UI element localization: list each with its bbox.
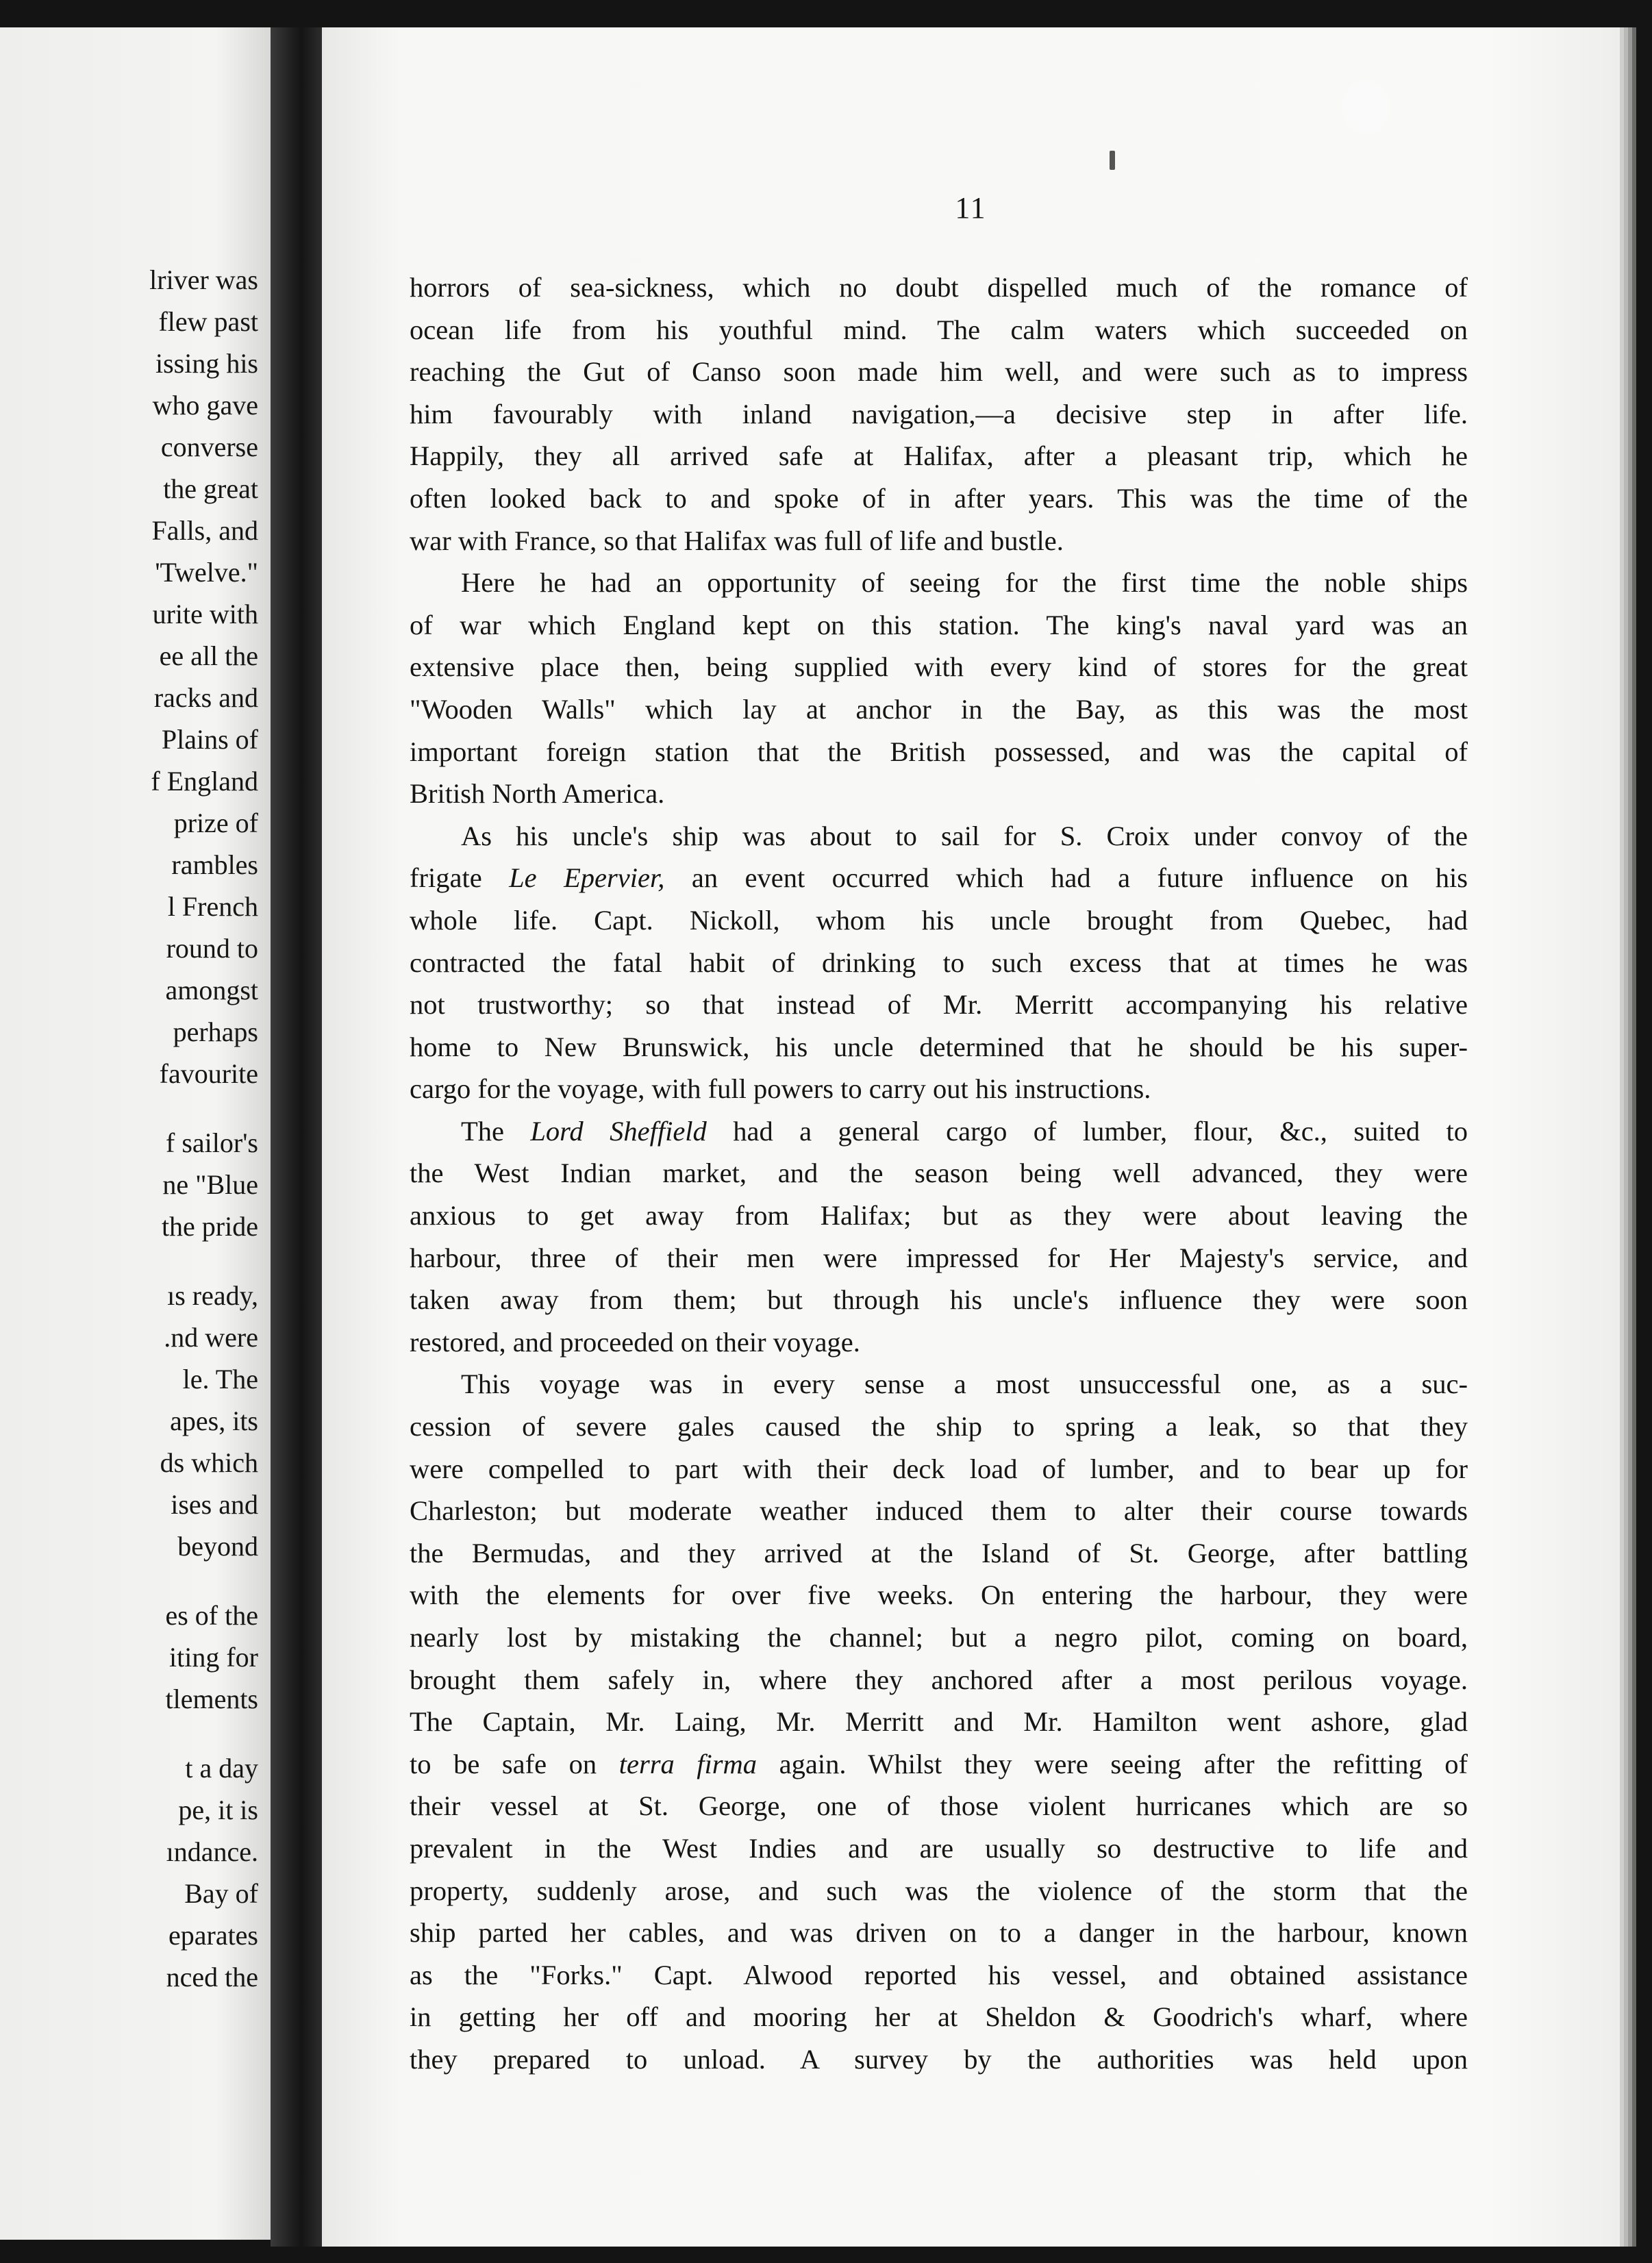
text-line: contracted the fatal habit of drinking to such excess that at times he was	[410, 947, 1468, 978]
left-line: ındance.	[166, 1836, 258, 1867]
left-line: urite with	[152, 599, 258, 629]
text-line: ship parted her cables, and was driven on to a danger in the harbour, known	[410, 1917, 1468, 1949]
left-gap	[0, 1247, 258, 1275]
text-run: to be safe on	[410, 1748, 619, 1779]
text-line: prevalent in the West Indies and are usually so destructive to life and	[410, 1832, 1468, 1864]
paper-blemish	[1339, 77, 1392, 137]
left-line: iting for	[169, 1642, 258, 1673]
text-line: horrors of sea-sickness, which no doubt dispelled much of the romance of	[410, 272, 1468, 303]
text-line: him favourably with inland navigation,—a decisive step in after life.	[410, 398, 1468, 429]
left-line: .nd were	[164, 1322, 258, 1353]
text-line: taken away from them; but through his uncle's influence they were soon	[410, 1284, 1468, 1316]
text-line: the Bermudas, and they arrived at the Island of St. George, after battling	[410, 1537, 1468, 1568]
text-line: war with France, so that Halifax was full of life and bustle.	[410, 525, 1064, 556]
text-line	[410, 857, 1468, 899]
left-line: round to	[166, 933, 258, 964]
left-line: issing his	[155, 348, 258, 379]
text-line: they prepared to unload. A survey by the authorities was held upon	[410, 2043, 1468, 2075]
text-line: "Wooden Walls" which lay at anchor in the Bay, as this was the most	[410, 693, 1468, 725]
page-body	[410, 266, 1468, 2081]
left-line: ds which	[160, 1447, 258, 1478]
text-line: were compelled to part with their deck load of lumber, and to bear up for	[410, 1453, 1468, 1484]
text-line: nearly lost by mistaking the channel; but a negro pilot, coming on board,	[410, 1622, 1468, 1653]
left-line: flew past	[158, 306, 258, 337]
text-run: again. Whilst they were seeing after the refitting of	[757, 1748, 1468, 1779]
text-line: Happily, they all arrived safe at Halifax, after a pleasant trip, which he	[410, 440, 1468, 472]
text-line: anxious to get away from Halifax; but as they were about leaving the	[410, 1200, 1468, 1231]
text-line: As his uncle's ship was about to sail for S. Croix under convoy of the	[461, 820, 1468, 851]
text-line: in getting her off and mooring her at Sheldon & Goodrich's wharf, where	[410, 2001, 1468, 2033]
text-line: extensive place then, being supplied with every kind of stores for the great	[410, 651, 1468, 683]
left-page-text	[0, 259, 258, 1998]
left-line: 'Twelve."	[155, 557, 258, 588]
text-line: harbour, three of their men were impressed for Her Majesty's service, and	[410, 1242, 1468, 1273]
left-line: apes, its	[170, 1405, 258, 1436]
text-line: with the elements for over five weeks. On entering the harbour, they were	[410, 1579, 1468, 1611]
text-line: the West Indian market, and the season being well advanced, they were	[410, 1158, 1468, 1189]
left-page	[0, 27, 271, 2240]
left-line: converse	[160, 432, 258, 462]
text-line: The Captain, Mr. Laing, Mr. Merritt and Mr. Hamilton went ashore, glad	[410, 1706, 1468, 1738]
left-line: amongst	[165, 975, 258, 1005]
left-line: ıs ready,	[167, 1280, 258, 1311]
left-line: Plains of	[161, 724, 258, 755]
left-line: pe, it is	[178, 1795, 258, 1825]
left-line: l French	[167, 891, 258, 922]
right-page	[322, 27, 1620, 2247]
left-line: le. The	[182, 1364, 258, 1395]
left-line: favourite	[159, 1058, 258, 1089]
left-line: nced the	[166, 1962, 258, 1992]
text-line: British North America.	[410, 778, 665, 810]
left-line: the pride	[161, 1211, 258, 1242]
text-run: The	[461, 1115, 531, 1147]
text-line: Here he had an opportunity of seeing for the first time the noble ships	[461, 567, 1468, 599]
text-line: of war which England kept on this station. The king's naval yard was an	[410, 609, 1468, 640]
text-line: cargo for the voyage, with full powers to carry out his instructions.	[410, 1073, 1151, 1105]
left-line: the great	[163, 473, 258, 504]
left-line: ne "Blue	[162, 1169, 258, 1200]
text-line: home to New Brunswick, his uncle determined that he should be his super-	[410, 1031, 1468, 1062]
text-line: Charleston; but moderate weather induced them to alter their course towards	[410, 1495, 1468, 1527]
text-line: not trustworthy; so that instead of Mr. Merritt accompanying his relative	[410, 989, 1468, 1021]
text-line: whole life. Capt. Nickoll, whom his uncle brought from Quebec, had	[410, 904, 1468, 936]
left-line: Bay of	[184, 1878, 258, 1909]
text-line: brought them safely in, where they anchored after a most perilous voyage.	[410, 1664, 1468, 1695]
left-gap	[0, 1095, 258, 1122]
left-line: f England	[151, 766, 258, 797]
text-line: often looked back to and spoke of in after years. This was the time of the	[410, 482, 1468, 514]
left-gap	[0, 1567, 258, 1595]
text-line	[410, 1110, 1468, 1153]
left-line: prize of	[173, 808, 258, 838]
left-line: t a day	[185, 1753, 258, 1784]
left-line: tlements	[165, 1684, 258, 1714]
text-run: had a general cargo of lumber, flour, &c., suited to	[706, 1115, 1468, 1147]
left-line: ee all the	[159, 640, 258, 671]
text-line: property, suddenly arose, and such was the violence of the storm that the	[410, 1875, 1468, 1906]
text-run: frigate	[410, 862, 510, 894]
left-line: eparates	[168, 1920, 258, 1951]
left-line: ises and	[171, 1489, 258, 1520]
latin-phrase-italic: terra firma	[618, 1748, 758, 1779]
ship-name-italic: Lord Sheffield	[530, 1115, 707, 1147]
page-number: 11	[955, 191, 987, 225]
text-line: cession of severe gales caused the ship to spring a leak, so that they	[410, 1411, 1468, 1442]
text-line: This voyage was in every sense a most unsuccessful one, as a suc-	[461, 1368, 1468, 1400]
left-line: who gave	[152, 390, 258, 421]
left-gap	[0, 1720, 258, 1747]
ink-mark	[1110, 151, 1115, 170]
ship-name-italic: Le Epervier,	[509, 862, 665, 894]
text-line: their vessel at St. George, one of those violent hurricanes which are so	[410, 1790, 1468, 1822]
left-line: perhaps	[173, 1016, 258, 1047]
text-line: ocean life from his youthful mind. The calm waters which succeeded on	[410, 314, 1468, 345]
left-line: f sailor's	[166, 1127, 258, 1158]
text-line: restored, and proceeded on their voyage.	[410, 1326, 860, 1358]
text-line: reaching the Gut of Canso soon made him well, and were such as to impress	[410, 356, 1468, 388]
text-line: important foreign station that the British possessed, and was the capital of	[410, 736, 1468, 767]
left-line: racks and	[153, 682, 258, 713]
left-line: rambles	[171, 849, 258, 880]
text-line: as the "Forks." Capt. Alwood reported his vessel, and obtained assistance	[410, 1959, 1468, 1990]
text-run: an event occurred which had a future influence on his	[664, 862, 1468, 894]
left-line: lriver was	[149, 264, 258, 295]
left-line: beyond	[177, 1531, 258, 1562]
left-line: Falls, and	[151, 515, 258, 546]
text-line	[410, 1743, 1468, 1786]
left-line: es of the	[165, 1600, 258, 1631]
